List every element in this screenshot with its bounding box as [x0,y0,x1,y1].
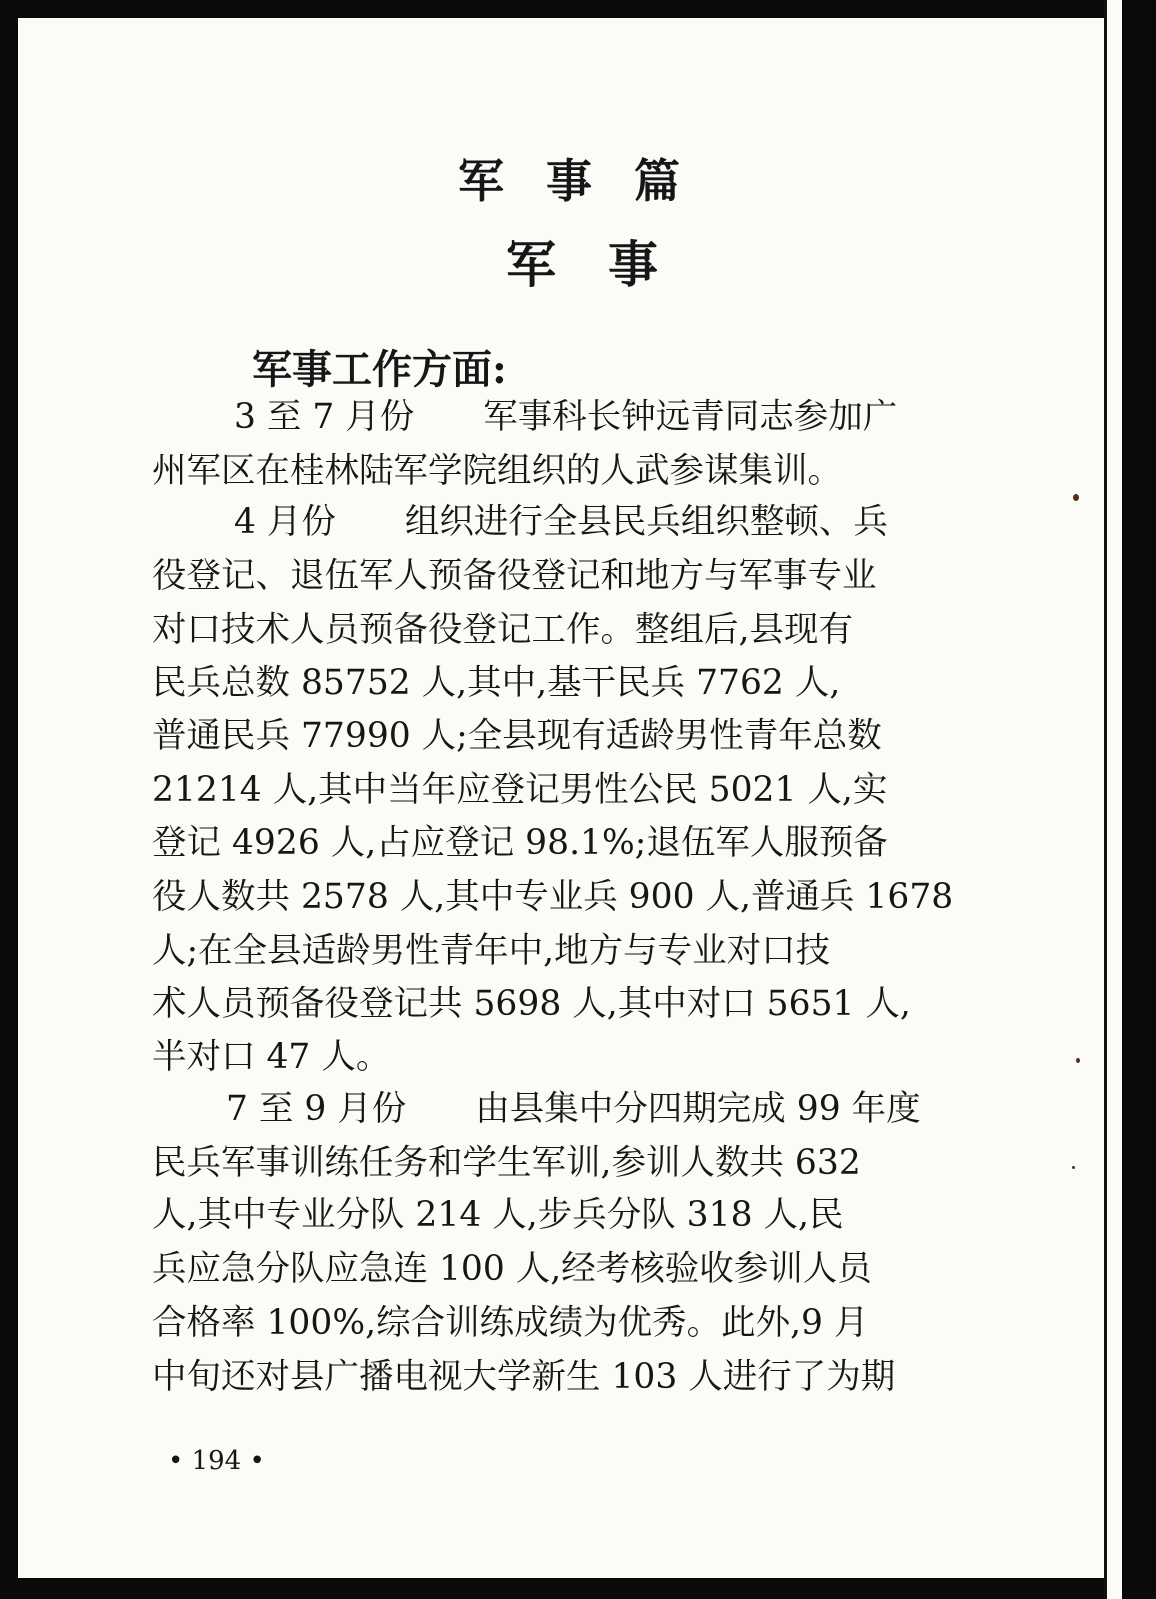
body-line: 普通民兵 77990 人;全县现有适龄男性青年总数 [152,716,882,756]
part-title: 军事篇 [458,154,722,208]
body-line: 民兵军事训练任务和学生军训,参训人数共 632 [152,1143,861,1183]
body-line: 4 月份 组织进行全县民兵组织整顿、兵 [234,502,888,542]
body-line: 3 至 7 月份 军事科长钟远青同志参加广 [234,397,898,437]
chapter-title: 军事 [506,235,710,294]
body-line: 登记 4926 人,占应登记 98.1%;退伍军人服预备 [152,823,888,863]
body-line: 21214 人,其中当年应登记男性公民 5021 人,实 [152,770,888,810]
body-line: 术人员预备役登记共 5698 人,其中对口 5651 人, [152,984,911,1024]
body-line: 役登记、退伍军人预备役登记和地方与军事专业 [152,556,877,596]
scan-speck [1073,494,1079,501]
page-number: • 194 • [168,1446,265,1476]
body-line: 半对口 47 人。 [152,1037,391,1077]
scan-border-line [1104,0,1107,1599]
scan-speck [1072,1166,1075,1169]
section-title: 军事工作方面: [252,346,507,393]
body-line: 人;在全县适龄男性青年中,地方与专业对口技 [152,931,831,971]
paper-sheet [18,18,1122,1578]
body-line: 州军区在桂林陆军学院组织的人武参谋集训。 [152,451,842,491]
body-line: 民兵总数 85752 人,其中,基干民兵 7762 人, [152,663,841,703]
scan-speck [1076,1058,1080,1063]
body-line: 对口技术人员预备役登记工作。整组后,县现有 [152,610,853,650]
body-line: 兵应急分队应急连 100 人,经考核验收参训人员 [152,1249,872,1289]
body-line: 中旬还对县广播电视大学新生 103 人进行了为期 [152,1357,896,1397]
body-line: 人,其中专业分队 214 人,步兵分队 318 人,民 [152,1195,844,1235]
body-line: 合格率 100%,综合训练成绩为优秀。此外,9 月 [152,1303,869,1343]
body-line: 役人数共 2578 人,其中专业兵 900 人,普通兵 1678 [152,877,954,917]
body-line: 7 至 9 月份 由县集中分四期完成 99 年度 [226,1089,921,1129]
